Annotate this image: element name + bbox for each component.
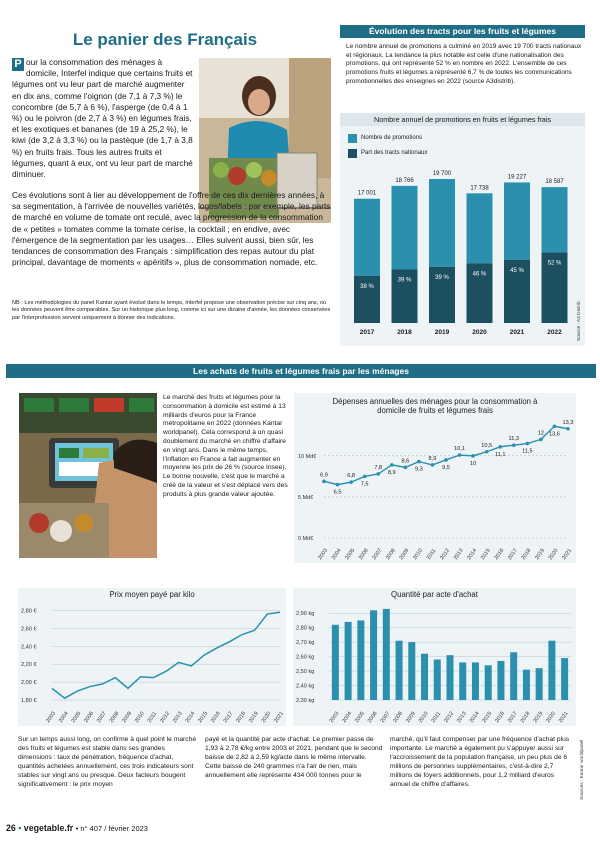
x-tick-label: 2017 xyxy=(222,710,235,725)
data-label: 13,6 xyxy=(548,431,560,438)
promotions-value-label: 18 766 xyxy=(395,177,414,184)
data-point xyxy=(539,438,543,442)
achats-column-3: marché, qu'il faut compenser par une fréquence d'achat plus importante. Le marché a également pu s'appuyer aussi sur l'accroissement de la population française, un peu plus de 6 millions de personnes supplémentaires, c'est-à-dire 2,7 millions de foyers additionnels, pour 1,2 milliard d'euros annuel de chiffre d'affaires. xyxy=(390,736,570,788)
x-tick-label: 2011 xyxy=(430,710,443,724)
quantite-chart-title: Quantité par acte d'achat xyxy=(391,590,478,599)
y-tick-label: 5 Md€ xyxy=(298,494,314,501)
nationaux-share-label: 39 % xyxy=(435,274,449,281)
y-tick-label: 2,00 € xyxy=(21,680,37,687)
x-tick-label: 2020 xyxy=(260,710,273,725)
x-tick-label: 2006 xyxy=(83,710,96,725)
x-tick-label: 2020 xyxy=(547,547,560,562)
x-tick-label: 2010 xyxy=(133,710,146,725)
page-footer xyxy=(6,823,148,833)
x-tick-label: 2005 xyxy=(70,710,83,725)
nationaux-share-label: 38 % xyxy=(360,283,374,290)
year-tick-label: 2018 xyxy=(397,329,412,336)
x-tick-label: 2018 xyxy=(235,710,248,725)
x-tick-label: 2014 xyxy=(466,547,479,562)
quantite-bar xyxy=(357,620,364,700)
promotions-bar xyxy=(504,182,530,259)
quantite-bar xyxy=(446,655,453,700)
x-tick-label: 2021 xyxy=(557,710,570,725)
x-tick-label: 2016 xyxy=(493,547,506,562)
x-tick-label: 2013 xyxy=(171,710,184,725)
data-point xyxy=(526,442,530,446)
data-point xyxy=(444,458,448,462)
x-tick-label: 2015 xyxy=(197,710,210,725)
x-tick-label: 2019 xyxy=(247,710,260,725)
data-label: 11,3 xyxy=(508,436,520,443)
data-point xyxy=(322,480,326,484)
x-tick-label: 2016 xyxy=(209,710,222,725)
data-label: 10 xyxy=(469,460,477,467)
data-point xyxy=(553,424,557,428)
achats-column-1: Sur un temps aussi long, on confirme à quel point le marché des fruits et légumes est stable dans ses grandes dimensions : taux de pénétration, fréquence d'achat, quantités achetées annuellement, ces trois indicateurs sont stables sur vingt ans ou presque. Deux facteurs bougent significativement : le prix moyen xyxy=(18,736,197,788)
promotions-value-label: 19 700 xyxy=(432,171,452,177)
y-tick-label: 2,40 kg xyxy=(296,683,315,690)
x-tick-label: 2014 xyxy=(468,710,481,725)
x-tick-label: 2009 xyxy=(405,710,417,725)
data-point xyxy=(349,480,353,484)
promotions-bar-chart xyxy=(340,113,575,346)
achats-source: Sources : Kantar worldpanel xyxy=(580,739,585,800)
x-tick-label: 2007 xyxy=(95,710,108,725)
promotions-chart-box xyxy=(340,113,585,346)
footer-bullet: • xyxy=(18,823,22,833)
depenses-line-chart xyxy=(294,393,576,563)
prix-series-line xyxy=(52,612,280,698)
data-point xyxy=(431,463,435,467)
y-tick-label: 10 Md€ xyxy=(298,453,317,460)
prix-chart-box xyxy=(18,588,286,726)
x-tick-label: 2013 xyxy=(456,710,468,725)
article-paragraph-2: Ces évolutions sont à lier au développement de l'offre de ces dix dernières années, à sa segmentation, à l'arrivée de nouvelles variétés, logos/labels : par exemple, les parts de marché en volume de tomate ont reculé, avec la progression de la consommation de « petites » tomates comme la tomate cerise, la cocktail ; en endive, avec l'émergence de la segmentation par les usages… Elles suivent aussi, bien sûr, les tendances de consommation des Français : simplification des repas autour du plat principal, davantage de moments « apéritifs », plus de consommation nomade, etc. xyxy=(12,190,331,268)
x-tick-label: 2009 xyxy=(121,710,134,725)
data-point xyxy=(376,472,380,476)
x-tick-label: 2010 xyxy=(412,547,424,562)
x-tick-label: 2003 xyxy=(328,710,341,725)
x-tick-label: 2011 xyxy=(146,710,159,724)
year-tick-label: 2019 xyxy=(434,329,450,336)
y-tick-label: 2,50 kg xyxy=(296,669,315,676)
data-label: 9,3 xyxy=(414,466,423,473)
x-tick-label: 2021 xyxy=(561,547,574,562)
data-point xyxy=(471,454,475,458)
tracts-band-title: Évolution des tracts pour les fruits et légumes xyxy=(340,25,585,38)
quantite-bar xyxy=(510,652,517,700)
legend-label-nationaux: Part des tracts nationaux xyxy=(361,150,428,156)
data-label: 6,8 xyxy=(347,473,356,480)
year-tick-label: 2017 xyxy=(359,329,375,336)
data-label: 10,1 xyxy=(454,446,466,453)
x-tick-label: 2011 xyxy=(425,547,438,561)
quantite-bar xyxy=(523,670,530,700)
x-tick-label: 2019 xyxy=(534,547,546,562)
data-point xyxy=(363,475,367,479)
prix-chart-title: Prix moyen payé par kilo xyxy=(109,590,195,599)
x-tick-label: 2012 xyxy=(159,710,172,725)
prix-line-chart xyxy=(18,588,286,726)
x-tick-label: 2016 xyxy=(494,710,507,725)
x-tick-label: 2015 xyxy=(479,547,492,562)
quantite-bar-chart xyxy=(293,588,576,726)
x-tick-label: 2018 xyxy=(519,710,532,725)
quantite-bar xyxy=(536,668,543,700)
quantite-bar xyxy=(332,625,339,700)
x-tick-label: 2017 xyxy=(506,710,519,725)
data-point xyxy=(417,460,421,464)
data-label: 13,3 xyxy=(562,419,574,426)
x-tick-label: 2006 xyxy=(366,710,379,725)
y-tick-label: 2,40 € xyxy=(21,644,37,651)
tracts-text: Le nombre annuel de promotions a culminé en 2019 avec 19 700 tracts nationaux et régionaux. La tendance la plus notable est celle d'une nationalisation des promotions, qui ont représenté 52 % en nombre en 2022. L'ensemble de ces promotions fruits et légumes a représenté 6,7 % de toutes les communications promotionnelles des enseignes en 2022 (source A3distrib). xyxy=(346,43,582,85)
page-number: 26 xyxy=(6,823,16,833)
data-label: 7,8 xyxy=(374,464,383,471)
footer-site: vegetable.fr xyxy=(23,823,74,833)
data-label: 9,5 xyxy=(442,464,450,471)
quantite-bar xyxy=(396,641,403,700)
promotions-bar xyxy=(467,193,493,263)
x-tick-label: 2009 xyxy=(398,547,411,562)
x-tick-label: 2007 xyxy=(379,710,392,725)
x-tick-label: 2008 xyxy=(385,547,397,562)
y-tick-label: 2,80 kg xyxy=(296,625,315,632)
quantite-bar xyxy=(459,662,466,700)
legend-label-promotions: Nombre de promotions xyxy=(361,135,423,141)
x-tick-label: 2005 xyxy=(354,710,366,725)
depenses-series-line xyxy=(324,426,568,484)
year-tick-label: 2020 xyxy=(472,329,487,336)
data-label: 10,5 xyxy=(481,442,493,449)
x-tick-label: 2019 xyxy=(532,710,545,725)
achats-band-title: Les achats de fruits et légumes frais par les ménages xyxy=(6,364,596,378)
data-label: 7,5 xyxy=(360,481,369,488)
y-tick-label: 0 Md€ xyxy=(298,536,314,542)
intro-paragraph xyxy=(12,57,195,180)
x-tick-label: 2003 xyxy=(45,710,58,725)
intro-text: our la consommation des ménages à domicile, Interfel indique que certains fruits et légumes ont vu leur part de marché augmenter en dix ans, comme l'oignon (de 7,1 à 7,3 %) le concombre (de 5,7 à 6 %), l'asperge (de 0,4 à 1 %) ou le poivron (de 2,7 à 3 %) en légumes frais, et les exotiques et bananes (de 19 à 25,2 %), le kiwi (de 3,2 à 3,3 %) ou la pastèque (de 1,7 à 3,8 %) en fruits frais. Tous les autres fruits et légumes, quant à eux, ont vu leur part de marché diminuer. xyxy=(12,57,193,180)
x-tick-label: 2003 xyxy=(317,547,330,562)
quantite-bar xyxy=(497,661,504,700)
data-point xyxy=(566,427,570,431)
methodology-note: NB : Les méthodologies du panel Kantar ayant évolué dans le temps, Interfel propose une observation précise sur cinq ans, où les données peuvent être comparables. Sur un historique plus long, comme ici sur une dizaine d'année, les données conservées par l'interprofession servent uniquement à donner des indications. xyxy=(12,300,331,321)
promotions-value-label: 18 587 xyxy=(545,179,564,186)
quantite-bar xyxy=(383,609,390,700)
data-label: 8,9 xyxy=(428,455,437,462)
x-tick-label: 2018 xyxy=(520,547,533,562)
quantite-bar xyxy=(548,641,555,700)
x-tick-label: 2017 xyxy=(507,547,519,562)
y-tick-label: 2,70 kg xyxy=(296,640,315,647)
checkout-illustration xyxy=(19,393,157,558)
data-point xyxy=(390,463,394,467)
year-tick-label: 2022 xyxy=(547,329,562,336)
promotions-bar xyxy=(542,187,568,252)
x-tick-label: 2013 xyxy=(452,547,465,562)
x-tick-label: 2006 xyxy=(357,547,370,562)
nationaux-share-label: 52 % xyxy=(547,260,562,267)
quantite-bar xyxy=(485,665,492,700)
data-point xyxy=(498,445,502,449)
promotions-value-label: 17 738 xyxy=(470,185,489,192)
promotions-bar xyxy=(429,179,455,267)
nationaux-share-label: 46 % xyxy=(472,271,487,278)
nationaux-share-label: 39 % xyxy=(397,277,412,284)
nationaux-share-label: 45 % xyxy=(510,267,524,274)
x-tick-label: 2020 xyxy=(545,710,557,725)
quantite-bar xyxy=(434,660,441,700)
data-point xyxy=(485,450,489,454)
x-tick-label: 2007 xyxy=(371,547,384,562)
article-title: Le panier des Français xyxy=(72,30,258,49)
data-label: 8,6 xyxy=(401,458,410,465)
x-tick-label: 2005 xyxy=(344,547,357,562)
promotions-chart-title: Nombre annuel de promotions en fruits et légumes frais xyxy=(340,113,585,126)
tracts-source: Source : A3 Distrib xyxy=(577,301,582,341)
x-tick-label: 2004 xyxy=(57,710,70,725)
promotions-bar xyxy=(392,186,418,270)
data-label: 6,5 xyxy=(333,489,342,496)
x-tick-label: 2015 xyxy=(481,710,494,725)
x-tick-label: 2004 xyxy=(330,547,343,562)
data-point xyxy=(512,443,516,447)
depenses-chart-title: Dépenses annuelles des ménages pour la consommation à domicile de fruits et légumes frais xyxy=(332,397,538,415)
x-tick-label: 2008 xyxy=(392,710,405,725)
x-tick-label: 2004 xyxy=(341,710,354,725)
promotions-value-label: 19 227 xyxy=(507,174,527,181)
data-label: 8,9 xyxy=(387,469,396,476)
y-tick-label: 2,30 kg xyxy=(296,698,315,704)
achats-column-2: payé et la quantité par acte d'achat. Le premier passe de 1,93 à 2,78 €/kg entre 2003 et 2021, pendant que le second baisse de 2,82 à 2,59 kg/acte dans le même intervalle. Cette baisse de 240 grammes n'a l'air de rien, mais annuellement elle représente 434 000 tonnes pour le xyxy=(205,736,383,779)
achats-text: Le marché des fruits et légumes pour la consommation à domicile est estimé à 13 milliards d'euros pour la France métropolitaine en 2022 (données Kantar worldpanel). Cela correspond à un quasi doublement du marché en chiffre d'affaire en vingt ans. Dans le même temps, l'inflation en France a fait augmenter en moyenne les prix de 26 % (source Insee). Le bonne nouvelle, c'est que le marché a créé de la valeur et s'est déplacé vers des produits à plus grande valeur ajoutée. xyxy=(163,394,288,498)
x-tick-label: 2012 xyxy=(439,547,452,562)
promotions-bar xyxy=(354,199,380,276)
quantite-bar xyxy=(345,622,352,700)
data-label: 11,1 xyxy=(494,451,506,458)
checkout-photo xyxy=(19,393,157,558)
quantite-bar xyxy=(421,654,428,700)
y-tick-label: 2,20 € xyxy=(21,662,37,669)
quantite-bar xyxy=(472,662,479,700)
promotions-value-label: 17 001 xyxy=(357,190,377,197)
y-tick-label: 1,80 € xyxy=(21,698,37,704)
data-label: 6,9 xyxy=(320,472,328,479)
quantite-chart-box xyxy=(293,588,576,726)
data-label: 11,5 xyxy=(522,448,533,455)
y-tick-label: 2,60 € xyxy=(21,626,37,633)
data-point xyxy=(336,483,340,487)
y-tick-label: 2,90 kg xyxy=(296,611,315,618)
y-tick-label: 2,60 kg xyxy=(296,654,315,661)
quantite-bar xyxy=(370,610,377,700)
x-tick-label: 2010 xyxy=(417,710,430,725)
data-label: 12 xyxy=(537,430,545,437)
drop-cap: P xyxy=(12,58,24,71)
quantite-bar xyxy=(408,642,415,700)
x-tick-label: 2012 xyxy=(443,710,456,725)
depenses-chart-box xyxy=(294,393,576,563)
x-tick-label: 2021 xyxy=(273,710,286,725)
x-tick-label: 2014 xyxy=(184,710,197,725)
x-tick-label: 2008 xyxy=(108,710,121,725)
data-point xyxy=(458,453,462,457)
year-tick-label: 2021 xyxy=(509,329,525,336)
footer-issue: • n° 407 / février 2023 xyxy=(75,824,148,833)
data-point xyxy=(404,466,408,470)
y-tick-label: 2,80 € xyxy=(21,608,37,615)
quantite-bar xyxy=(561,658,568,700)
